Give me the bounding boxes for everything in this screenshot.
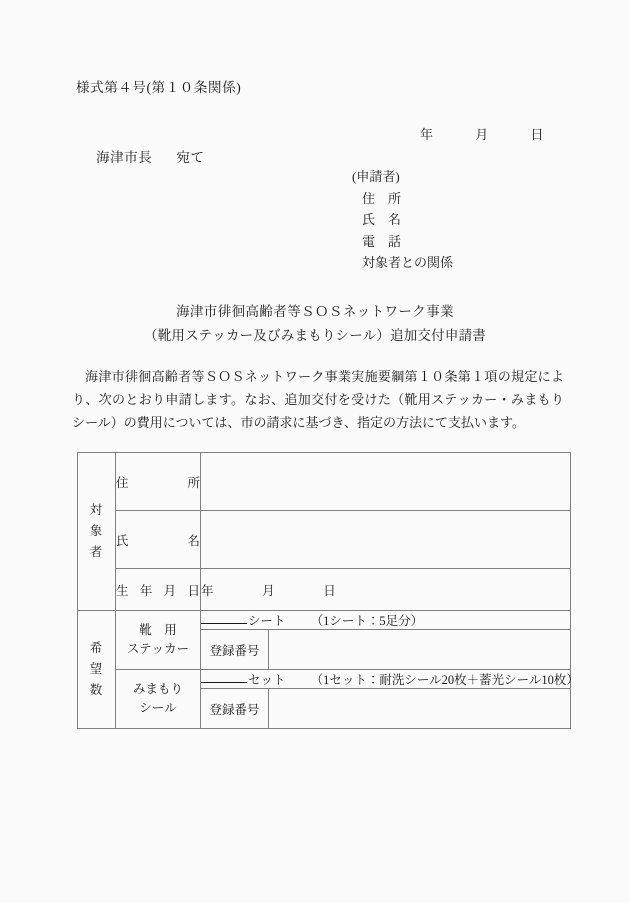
birthdate-year-label: 年 bbox=[201, 583, 214, 598]
shoe-sticker-unit: シート bbox=[248, 614, 286, 628]
table-row-address bbox=[78, 453, 571, 511]
watch-seal-quantity-cell[interactable] bbox=[201, 670, 579, 689]
table-row-name bbox=[78, 511, 571, 569]
shoe-sticker-label-line1: 靴 用 bbox=[139, 623, 177, 637]
table-row-shoe-sticker-quantity bbox=[78, 611, 571, 630]
shoe-sticker-label-cell bbox=[116, 611, 201, 670]
subject-group-char-2: 象 bbox=[89, 524, 104, 538]
watch-seal-registration-value[interactable] bbox=[269, 689, 571, 729]
applicant-field-name: 氏 名 bbox=[362, 212, 402, 227]
date-year-label: 年 bbox=[420, 127, 434, 142]
date-line bbox=[420, 124, 544, 143]
shoe-sticker-registration-label: 登録番号 bbox=[201, 630, 269, 670]
subject-group-char-1: 対 bbox=[89, 503, 104, 517]
subject-group-char-3: 者 bbox=[89, 545, 104, 559]
subject-group-label-cell bbox=[78, 453, 116, 611]
quantity-group-char-1: 希 bbox=[89, 641, 104, 655]
shoe-sticker-quantity-blank[interactable] bbox=[201, 623, 247, 624]
body-paragraph: 海津市徘徊高齢者等ＳＯＳネットワーク事業実施要綱第１０条第１項の規定により、次のとおり申請します。なお、追加交付を受けた（靴用ステッカー・みまもりシール）の費用については、市の請求に基づき、指定の方法にて支払います。 bbox=[72, 369, 564, 430]
date-month-label: 月 bbox=[475, 127, 489, 142]
applicant-field-address: 住 所 bbox=[362, 190, 402, 206]
addressee-recipient: 海津市長 bbox=[96, 150, 153, 165]
address-label-cell bbox=[116, 453, 201, 511]
watch-seal-quantity-blank[interactable] bbox=[201, 682, 247, 683]
birthdate-label-cell bbox=[116, 569, 201, 611]
watch-seal-registration-label: 登録番号 bbox=[201, 689, 269, 729]
address-label: 住 所 bbox=[116, 475, 200, 490]
date-day-label: 日 bbox=[530, 127, 544, 142]
applicant-field-phone: 電 話 bbox=[362, 233, 402, 249]
document-title-line1: 海津市徘徊高齢者等ＳＯＳネットワーク事業 bbox=[176, 304, 454, 319]
quantity-group-label-cell bbox=[78, 611, 116, 729]
application-table bbox=[77, 452, 579, 729]
quantity-group-char-2: 望 bbox=[89, 662, 104, 676]
birthdate-month-label: 月 bbox=[262, 583, 275, 598]
name-label: 氏 名 bbox=[116, 533, 200, 548]
shoe-sticker-note: （1シート：5足分） bbox=[310, 614, 424, 628]
birthdate-label: 生 年 月 日 bbox=[116, 583, 200, 598]
birthdate-value-cell[interactable] bbox=[201, 569, 571, 611]
document-title bbox=[0, 300, 630, 348]
watch-seal-label-line1: みまもり bbox=[132, 682, 183, 696]
addressee-suffix: 宛て bbox=[176, 150, 205, 165]
body-paragraph-container bbox=[72, 365, 564, 434]
watch-seal-label-cell bbox=[116, 670, 201, 729]
quantity-group-char-3: 数 bbox=[89, 683, 104, 697]
watch-seal-unit: セット bbox=[248, 673, 286, 687]
address-value-cell[interactable] bbox=[201, 453, 571, 511]
document-title-line2: （靴用ステッカー及びみまもりシール）追加交付申請書 bbox=[144, 328, 486, 343]
addressee-line bbox=[96, 146, 205, 166]
applicant-heading: (申請者) bbox=[352, 169, 400, 184]
form-number: 様式第４号(第１０条関係) bbox=[76, 80, 242, 95]
watch-seal-note: （1セット：耐洗シール20枚＋蓄光シール10枚） bbox=[310, 673, 579, 687]
shoe-sticker-quantity-cell[interactable] bbox=[201, 611, 571, 630]
name-value-cell[interactable] bbox=[201, 511, 571, 569]
applicant-field-relationship: 対象者との関係 bbox=[362, 255, 454, 270]
shoe-sticker-registration-value[interactable] bbox=[269, 630, 571, 670]
applicant-block bbox=[352, 166, 453, 274]
name-label-cell bbox=[116, 511, 201, 569]
table-row-birthdate bbox=[78, 569, 571, 611]
watch-seal-label-line2: シール bbox=[139, 701, 177, 715]
shoe-sticker-label-line2: ステッカー bbox=[126, 642, 190, 656]
table-row-watch-seal-quantity bbox=[78, 670, 571, 689]
birthdate-day-label: 日 bbox=[323, 583, 336, 598]
